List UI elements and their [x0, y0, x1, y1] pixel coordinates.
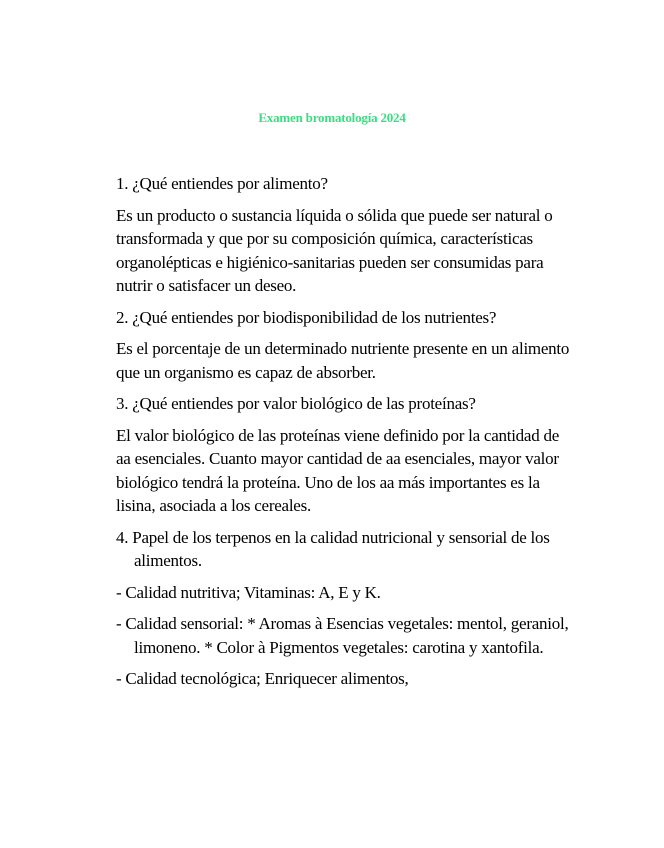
bullet-calidad-sensorial: - Calidad sensorial: * Aromas à Esencias vegetales: mentol, geraniol, limoneno. * Color à Pigmentos vegetales: carotina y xantofila.: [116, 614, 569, 657]
question-4: 4. Papel de los terpenos en la calidad nutricional y sensorial de los alimentos.: [116, 527, 550, 570]
bullet-calidad-tecnologica: - Calidad tecnológica; Enriquecer alimentos,: [116, 669, 409, 688]
document-body: [116, 172, 576, 699]
question-1: 1. ¿Qué entiendes por alimento?: [116, 174, 328, 193]
answer-1: Es un producto o sustancia líquida o sólida que puede ser natural o transformada y que por su composición química, características organolépticas e higiénico-sanitarias pueden ser consumidas para nutrir o satisfacer un deseo.: [116, 205, 553, 295]
answer-3: El valor biológico de las proteínas viene definido por la cantidad de aa esenciales. Cuanto mayor cantidad de aa esenciales, mayor valor biológico tendrá la proteína. Uno de los aa más importantes es la lisina, asociada a los cereales.: [116, 425, 560, 515]
document-title: Examen bromatología 2024: [258, 110, 406, 125]
question-2: 2. ¿Qué entiendes por biodisponibilidad de los nutrientes?: [116, 307, 497, 327]
bullet-calidad-nutritiva: - Calidad nutritiva; Vitaminas: A, E y K.: [116, 582, 381, 602]
question-3: 3. ¿Qué entiendes por valor biológico de las proteínas?: [116, 394, 476, 413]
answer-2: Es el porcentaje de un determinado nutriente presente en un alimento que un organismo es capaz de absorber.: [116, 339, 570, 382]
